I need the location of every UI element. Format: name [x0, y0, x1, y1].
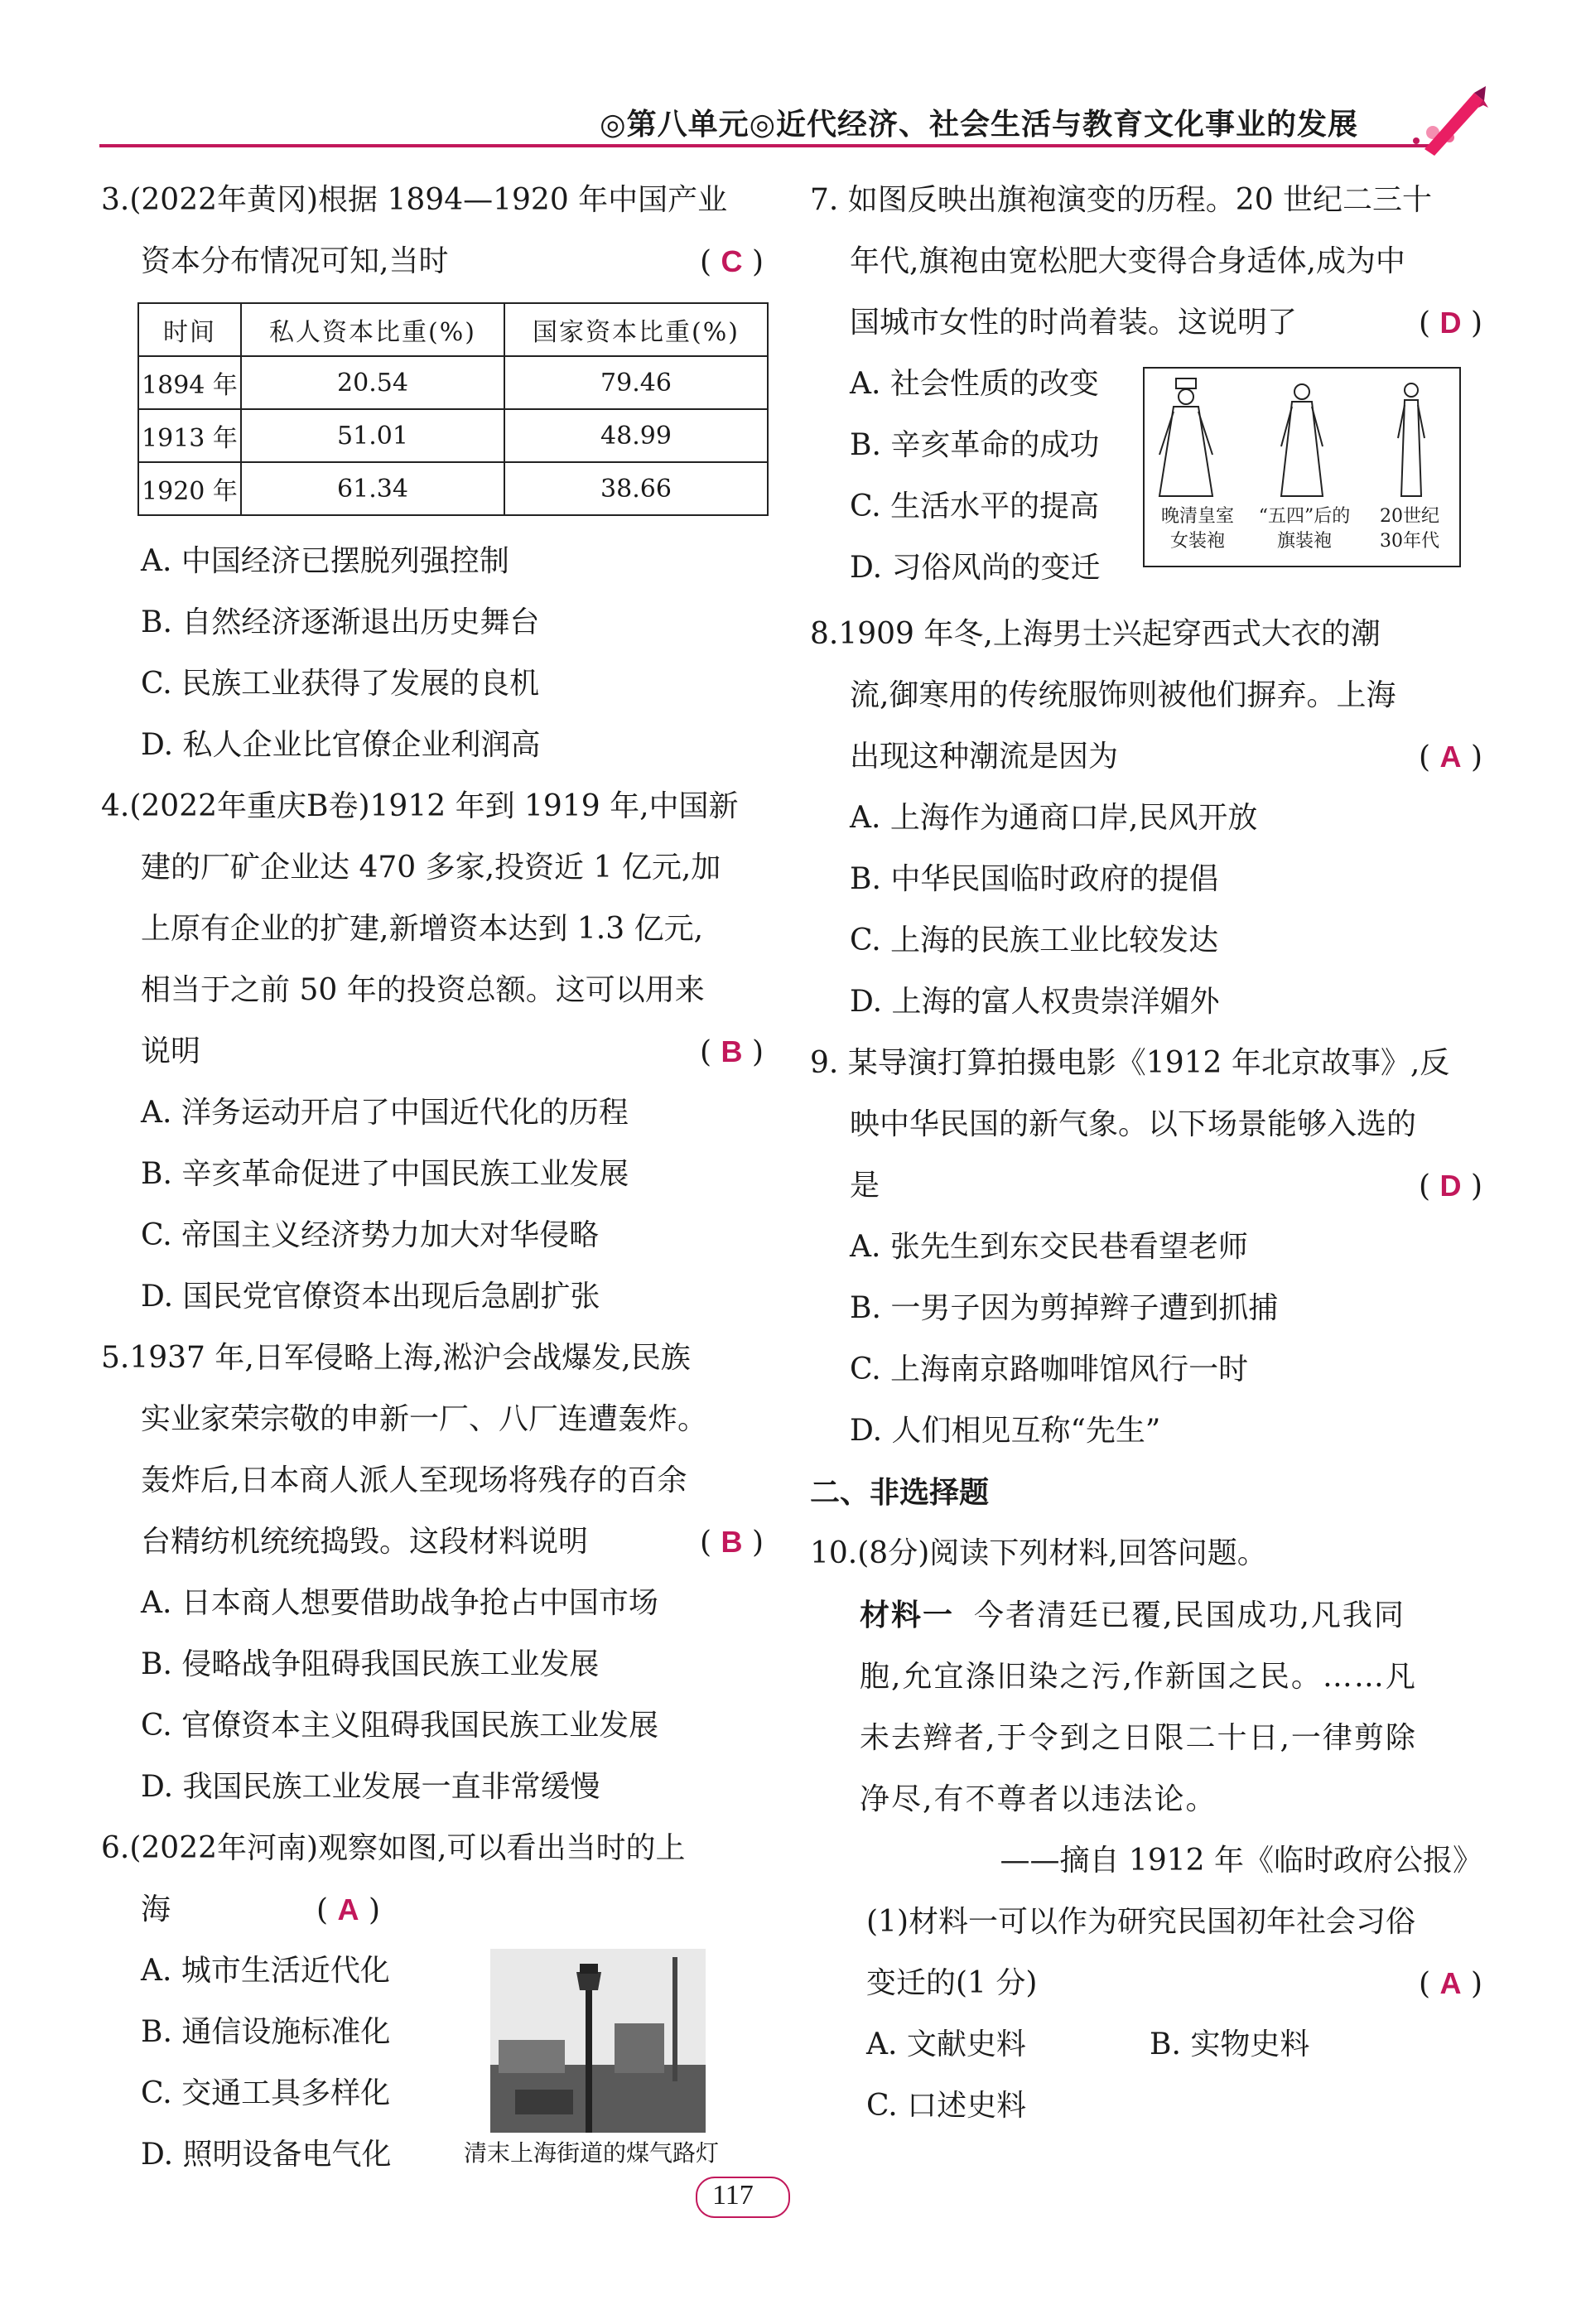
- sub-question-text: (1)材料一可以作为研究民国初年社会习俗: [866, 1905, 1415, 1939]
- question-9: [810, 1033, 1482, 1462]
- table-row: [138, 409, 768, 462]
- question-3: [101, 170, 764, 776]
- option: A. 张先生到东交民巷看望老师: [850, 1230, 1248, 1264]
- option: B. 通信设施标准化: [141, 2015, 391, 2049]
- figure-caption: 清末上海街道的煤气路灯: [463, 2139, 719, 2167]
- answer-bracket: ( A ): [1419, 740, 1482, 774]
- option: A. 上海作为通商口岸,民风开放: [850, 801, 1258, 835]
- section-title: 二、非选择题: [810, 1475, 990, 1509]
- answer-letter: B: [721, 1034, 743, 1068]
- answer-letter: D: [1439, 1169, 1462, 1203]
- header-title: ◎第八单元◎近代经济、社会生活与教育文化事业的发展: [600, 107, 1358, 142]
- question-5: [101, 1328, 764, 1818]
- option: B. 辛亥革命促进了中国民族工业发展: [141, 1157, 629, 1191]
- question-10: [810, 1523, 1482, 2137]
- question-text: 海: [141, 1892, 171, 1926]
- answer-letter: A: [1439, 1966, 1462, 2000]
- material-text: 今者清廷已覆,民国成功,凡我同: [974, 1598, 1405, 1632]
- caption-line: “五四”后的: [1258, 506, 1351, 527]
- option: A. 社会性质的改变: [850, 367, 1099, 401]
- table-cell: 38.66: [504, 462, 768, 515]
- sub-question-text: 变迁的(1 分): [866, 1966, 1038, 2000]
- option: C. 上海南京路咖啡馆风行一时: [850, 1352, 1249, 1386]
- question-4: [101, 776, 764, 1328]
- answer-bracket: ( B ): [700, 1525, 764, 1560]
- page-header: [99, 83, 1491, 166]
- answer-bracket: ( D ): [1419, 306, 1482, 340]
- option: B. 侵略战争阻碍我国民族工业发展: [141, 1647, 600, 1681]
- pencil-icon: [1400, 83, 1491, 157]
- question-text: 5.1937 年,日军侵略上海,淞沪会战爆发,民族: [101, 1341, 691, 1375]
- table-cell: 79.46: [504, 356, 768, 409]
- table-row: [138, 356, 768, 409]
- page-number: 117: [712, 2180, 754, 2211]
- question-text: 上原有企业的扩建,新增资本达到 1.3 亿元,: [141, 912, 704, 946]
- question-text: 建的厂矿企业达 470 多家,投资近 1 亿元,加: [141, 851, 721, 885]
- table-cell: 1913 年: [138, 409, 241, 462]
- question-text: 9. 某导演打算拍摄电影《1912 年北京故事》,反: [810, 1046, 1450, 1080]
- table-header: 私人资本比重(%): [241, 303, 504, 356]
- question-text: 实业家荣宗敬的申新一厂、八厂连遭轰炸。: [141, 1402, 708, 1436]
- material-text: 胞,允宜涤旧染之污,作新国之民。……凡: [860, 1660, 1417, 1694]
- option: A. 洋务运动开启了中国近代化的历程: [141, 1096, 629, 1130]
- caption-line: 女装袍: [1169, 531, 1225, 552]
- option: C. 帝国主义经济势力加大对华侵略: [141, 1218, 600, 1252]
- material-one: [810, 1584, 1482, 1830]
- question-text: 资本分布情况可知,当时: [141, 244, 449, 278]
- question-text: 4.(2022年重庆B卷)1912 年到 1919 年,中国新: [101, 789, 739, 823]
- table-header: 国家资本比重(%): [504, 303, 768, 356]
- option: D. 上海的富人权贵崇洋媚外: [850, 985, 1220, 1019]
- question-text: 10.(8分)阅读下列材料,回答问题。: [810, 1536, 1267, 1570]
- left-column: [101, 170, 764, 2186]
- option: C. 口述史料: [866, 2089, 1027, 2123]
- table-cell: 61.34: [241, 462, 504, 515]
- answer-letter: D: [1439, 306, 1462, 340]
- capital-table: [137, 302, 769, 516]
- answer-letter: C: [721, 244, 743, 278]
- table-header-row: [138, 303, 768, 356]
- question-text: 8.1909 年冬,上海男士兴起穿西式大衣的潮: [810, 617, 1381, 651]
- option: C. 生活水平的提高: [850, 489, 1100, 523]
- option: B. 自然经济逐渐退出历史舞台: [141, 605, 540, 639]
- question-text: 3.(2022年黄冈)根据 1894—1920 年中国产业: [101, 183, 728, 217]
- option: C. 民族工业获得了发展的良机: [141, 667, 540, 701]
- answer-letter: A: [1439, 740, 1462, 774]
- answer-bracket: ( A ): [316, 1892, 380, 1927]
- caption-line: 20世纪: [1380, 506, 1439, 527]
- table-cell: 48.99: [504, 409, 768, 462]
- gas-streetlamp-photo: [490, 1949, 706, 2133]
- qipao-illustration: [1145, 372, 1459, 504]
- caption-line: 晚清皇室: [1160, 506, 1234, 527]
- material-label: 材料一: [860, 1598, 955, 1632]
- answer-letter: B: [721, 1525, 743, 1559]
- option: B. 实物史料: [1150, 2027, 1310, 2061]
- option: B. 中华民国临时政府的提倡: [850, 862, 1219, 896]
- answer-bracket: ( C ): [700, 244, 764, 279]
- question-7: [810, 170, 1482, 599]
- question-text: 年代,旗袍由宽松肥大变得合身适体,成为中: [850, 244, 1405, 278]
- option: D. 私人企业比官僚企业利润高: [141, 728, 541, 762]
- question-text: 国城市女性的时尚着装。这说明了: [850, 306, 1298, 340]
- option: B. 辛亥革命的成功: [850, 428, 1100, 462]
- question-text: 说明: [141, 1034, 201, 1068]
- material-source: ——摘自 1912 年《临时政府公报》: [1000, 1844, 1482, 1878]
- question-8: [810, 604, 1482, 1033]
- question-text: 流,御寒用的传统服饰则被他们摒弃。上海: [850, 678, 1396, 712]
- option: C. 官僚资本主义阻碍我国民族工业发展: [141, 1709, 659, 1743]
- option: D. 习俗风尚的变迁: [850, 551, 1101, 585]
- material-text: 未去辫者,于令到之日限二十日,一律剪除: [860, 1721, 1417, 1755]
- answer-bracket: ( B ): [700, 1034, 764, 1069]
- option: B. 一男子因为剪掉辫子遭到抓捕: [850, 1291, 1279, 1325]
- option: A. 文献史料: [866, 2027, 1026, 2061]
- option: A. 城市生活近代化: [141, 1954, 390, 1988]
- right-column: [810, 170, 1482, 2137]
- option: C. 上海的民族工业比较发达: [850, 923, 1219, 957]
- table-cell: 51.01: [241, 409, 504, 462]
- table-cell: 20.54: [241, 356, 504, 409]
- option: A. 日本商人想要借助战争抢占中国市场: [141, 1586, 658, 1620]
- question-text: 7. 如图反映出旗袍演变的历程。20 世纪二三十: [810, 183, 1433, 217]
- answer-bracket: ( A ): [1419, 1966, 1482, 2001]
- caption-line: 旗装袍: [1276, 531, 1332, 552]
- material-text: 净尽,有不尊者以违法论。: [860, 1782, 1217, 1816]
- table-row: [138, 462, 768, 515]
- question-text: 出现这种潮流是因为: [850, 740, 1119, 774]
- answer-bracket: ( D ): [1419, 1169, 1482, 1203]
- table-cell: 1894 年: [138, 356, 241, 409]
- qipao-evolution-figure: [1143, 367, 1461, 567]
- option: D. 人们相见互称“先生”: [850, 1414, 1161, 1448]
- figure-caption: [1362, 504, 1458, 554]
- option: D. 国民党官僚资本出现后急剧扩张: [141, 1280, 600, 1314]
- table-cell: 1920 年: [138, 462, 241, 515]
- figure-caption: [1148, 504, 1247, 554]
- question-text: 是: [850, 1169, 880, 1203]
- option: A. 中国经济已摆脱列强控制: [141, 544, 509, 578]
- question-6: [101, 1818, 764, 2186]
- caption-line: 30年代: [1380, 531, 1439, 552]
- question-text: 相当于之前 50 年的投资总额。这可以用来: [141, 973, 705, 1007]
- question-text: 轰炸后,日本商人派人至现场将残存的百余: [141, 1463, 687, 1497]
- option: D. 照明设备电气化: [141, 2138, 392, 2172]
- table-header: 时间: [138, 303, 241, 356]
- answer-letter: A: [337, 1892, 359, 1926]
- header-rule: [99, 144, 1441, 147]
- question-text: 6.(2022年河南)观察如图,可以看出当时的上: [101, 1831, 686, 1865]
- question-text: 台精纺机统统捣毁。这段材料说明: [141, 1525, 589, 1559]
- question-text: 映中华民国的新气象。以下场景能够入选的: [850, 1107, 1417, 1141]
- option: D. 我国民族工业发展一直非常缓慢: [141, 1770, 600, 1804]
- option: C. 交通工具多样化: [141, 2076, 391, 2110]
- figure-caption: [1251, 504, 1358, 554]
